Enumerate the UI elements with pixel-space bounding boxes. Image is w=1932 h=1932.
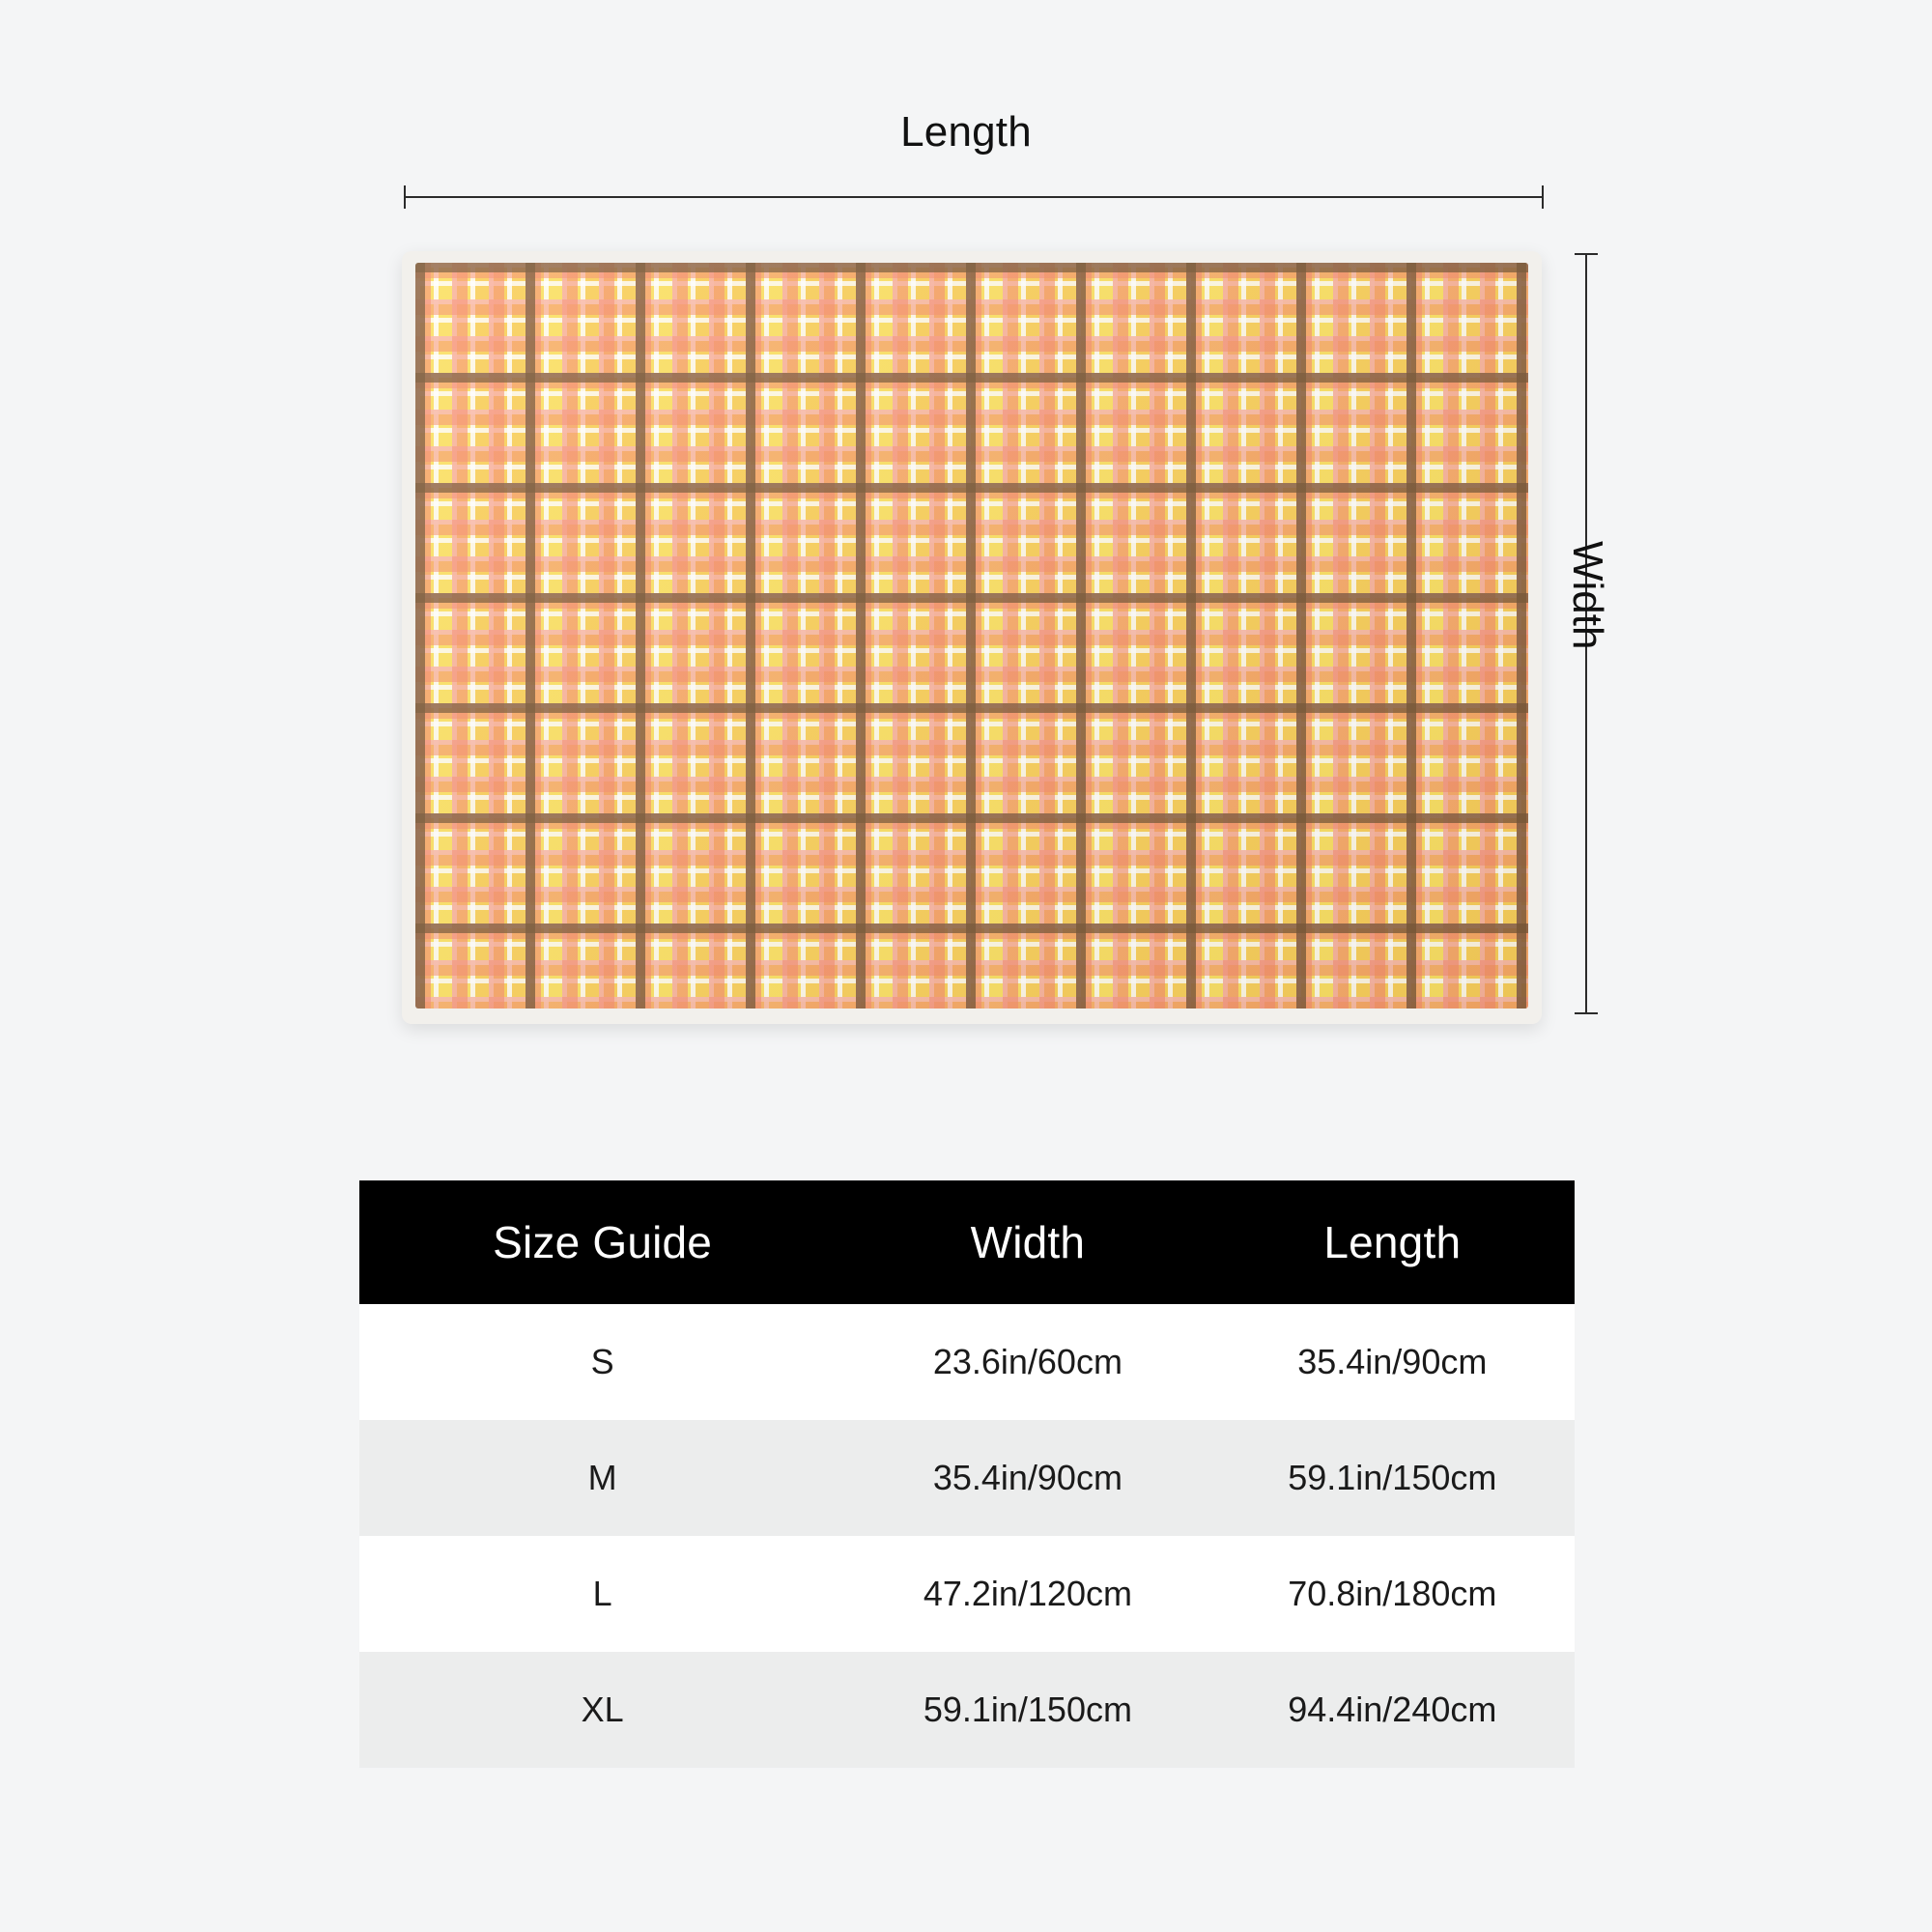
fabric-sheen — [415, 263, 1528, 1009]
table-row — [359, 1420, 1575, 1536]
plaid-pattern — [415, 263, 1528, 1009]
cell-size: M — [359, 1420, 845, 1536]
cell-width: 23.6in/60cm — [845, 1304, 1209, 1420]
cell-length: 70.8in/180cm — [1210, 1536, 1575, 1652]
length-dimension-label: Length — [900, 108, 1032, 156]
cell-size: XL — [359, 1652, 845, 1768]
cell-width: 35.4in/90cm — [845, 1420, 1209, 1536]
table-header — [359, 1180, 1575, 1304]
column-header-length: Length — [1210, 1180, 1575, 1304]
cell-length: 35.4in/90cm — [1210, 1304, 1575, 1420]
cell-length: 94.4in/240cm — [1210, 1652, 1575, 1768]
table-header-row — [359, 1180, 1575, 1304]
width-dimension-label: Width — [1564, 541, 1611, 650]
dimension-cap-bottom — [1575, 1012, 1598, 1014]
size-guide-table — [359, 1180, 1575, 1768]
table-row — [359, 1536, 1575, 1652]
cell-width: 59.1in/150cm — [845, 1652, 1209, 1768]
table-body — [359, 1304, 1575, 1768]
table-row — [359, 1652, 1575, 1768]
cell-size: S — [359, 1304, 845, 1420]
table-row — [359, 1304, 1575, 1420]
cell-size: L — [359, 1536, 845, 1652]
blanket-border — [402, 251, 1542, 1024]
product-image — [402, 251, 1542, 1024]
column-header-width: Width — [845, 1180, 1209, 1304]
cell-length: 59.1in/150cm — [1210, 1420, 1575, 1536]
dimension-cap-right — [1542, 185, 1544, 209]
column-header-size: Size Guide — [359, 1180, 845, 1304]
dimension-line-horizontal — [404, 196, 1544, 198]
cell-width: 47.2in/120cm — [845, 1536, 1209, 1652]
horizontal-dimension-line — [404, 185, 1544, 209]
